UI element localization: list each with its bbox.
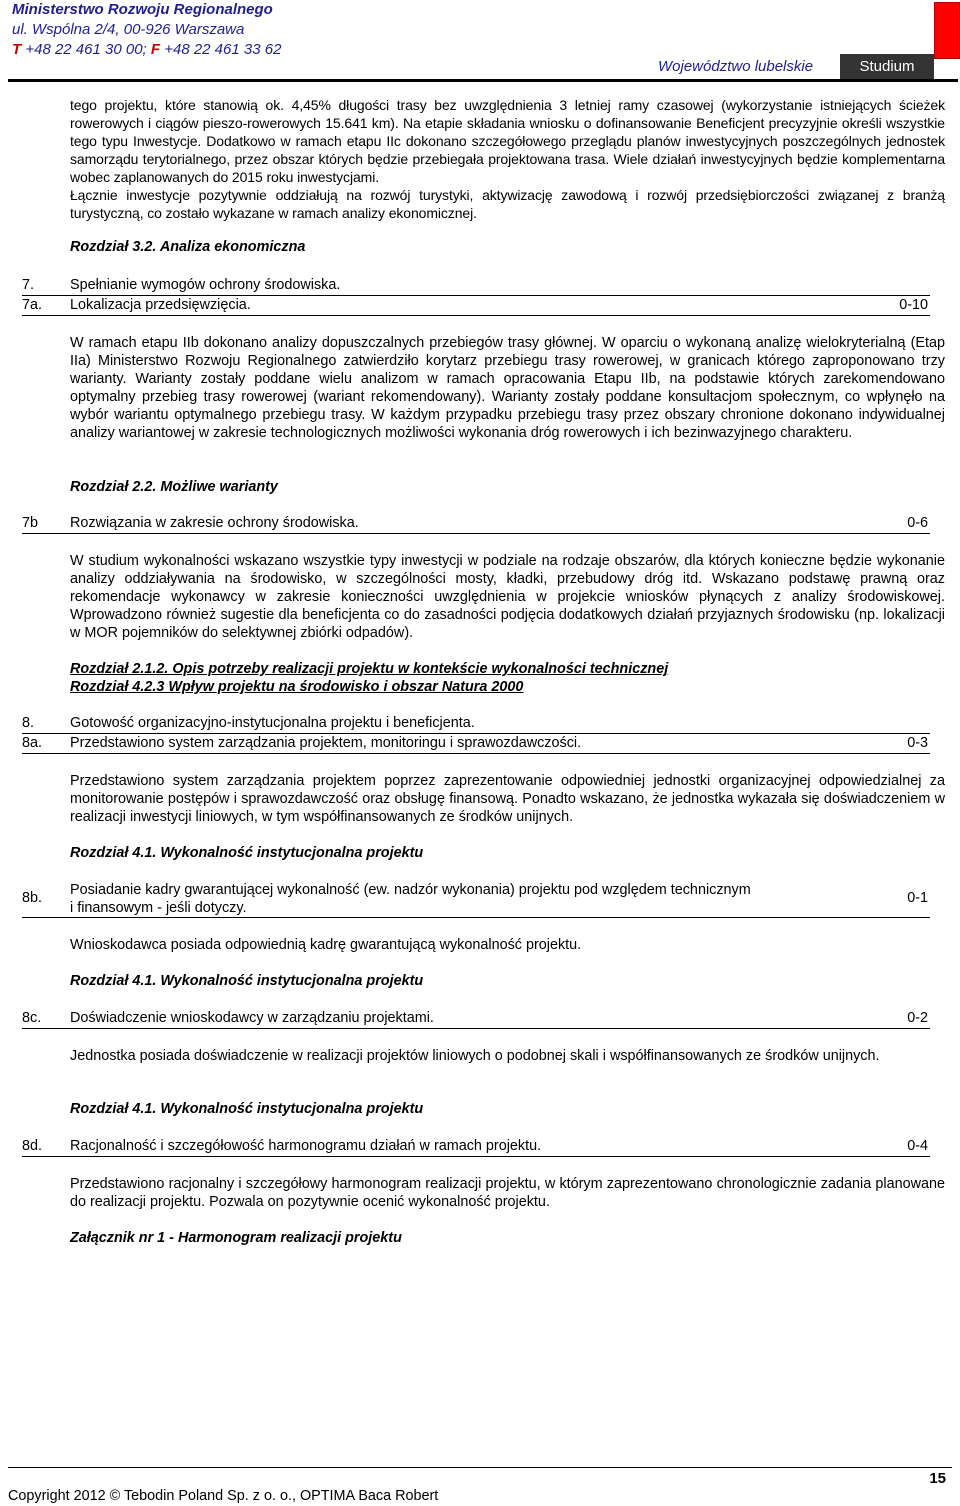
chapter-ref: Rozdział 4.2.3 Wpływ projektu na środowisko i obszar Natura 2000 (70, 679, 524, 695)
criterion-8a-text: Przedstawiono system zarządzania projektem poprzez zaprezentowanie odpowiedniej jednostki organizacyjnej odpowiedzialnej za monitorowanie postępów i sprawozdawczość oraz obsługę finansową. Ponadto wskazano, że jednostka wykazała się doświadczeniem w realizacji inwestycji liniowych, w tym współfinansowanych ze środków unijnych. (70, 773, 945, 825)
criterion-number: 7a. (22, 297, 43, 313)
criterion-number: 8. (22, 715, 35, 731)
criterion-label: Spełnianie wymogów ochrony środowiska. (70, 277, 341, 293)
criterion-label-line-2: i finansowym - jeśli dotyczy. (70, 900, 247, 916)
criterion-label: Gotowość organizacyjno-instytucjonalna projektu i beneficjenta. (70, 715, 475, 731)
criterion-label: Racjonalność i szczegółowość harmonogramu działań w ramach projektu. (70, 1138, 542, 1154)
criterion-8a (0, 734, 960, 754)
criterion-rule (22, 1028, 930, 1029)
criterion-points: 0-10 (899, 297, 928, 313)
criterion-7a-text: W ramach etapu IIb dokonano analizy dopuszczalnych przebiegów trasy głównej. W oparciu o wykonaną analizę wielokryterialną (Etap IIa) Ministerstwo Rozwoju Regionalnego zatwierdziło korytarz przebiegu trasy rowerowej, w granicach którego zaproponowano trzy warianty. Warianty zostały poddane wielu analizom w ramach opracowania Etapu IIb, na podstawie których zarekomendowano optymalny przebieg trasy rowerowej (wariant rekomendowany). Warianty zostały poddane konsultacjom społecznym, co wpłynęło na wybór wariantu optymalnego przebiegu trasy. W każdym przypadku przebiegu trasy przez obszary chronione dokonano indywidualnej analizy wariantowej w zakresie technologicznych możliwości wykonania dróg rowerowych i ich bezinwazyjnego charakteru. (70, 335, 945, 441)
criterion-label: Lokalizacja przedsięwzięcia. (70, 297, 251, 313)
criterion-7 (0, 276, 960, 296)
criterion-points: 0-4 (907, 1138, 928, 1154)
criterion-points: 0-2 (907, 1010, 928, 1026)
criterion-number: 8d. (22, 1138, 43, 1154)
chapter-ref: Rozdział 2.2. Możliwe warianty (70, 479, 278, 495)
criterion-points: 0-1 (907, 890, 928, 906)
criterion-points: 0-3 (907, 735, 928, 751)
criterion-7b (0, 514, 960, 534)
criterion-points: 0-6 (907, 515, 928, 531)
intro-paragraph-2: Łącznie inwestycje pozytywnie oddziałują na rozwój turystyki, aktywizację zawodową i rozwój przedsiębiorczości związanej z branżą turystyczną, co zostało wykazane w ramach analizy ekonomicznej. (70, 187, 945, 221)
section-tab: Studium (840, 54, 934, 79)
criterion-rule (22, 533, 930, 534)
criterion-label: Rozwiązania w zakresie ochrony środowiska. (70, 515, 359, 531)
tel-number: +48 22 461 30 00; (21, 41, 151, 58)
chapter-ref: Rozdział 4.1. Wykonalność instytucjonalna projektu (70, 973, 424, 989)
header-divider (8, 79, 958, 82)
criterion-rule (22, 315, 930, 316)
criterion-8d (0, 1137, 960, 1157)
criterion-8c-text: Jednostka posiada doświadczenie w realizacji projektów liniowych o podobnej skali i współfinansowanych ze środków unijnych. (70, 1048, 880, 1064)
copyright-notice: Copyright 2012 © Tebodin Poland Sp. z o. o., OPTIMA Baca Robert (8, 1488, 439, 1504)
criterion-8b-text: Wnioskodawca posiada odpowiednią kadrę gwarantującą wykonalność projektu. (70, 937, 582, 953)
chapter-ref: Rozdział 3.2. Analiza ekonomiczna (70, 239, 306, 255)
brand-bar (934, 2, 960, 59)
criterion-8 (0, 714, 960, 734)
criterion-8c (0, 1009, 960, 1029)
tel-letter: T (12, 41, 22, 58)
criterion-label: Doświadczenie wnioskodawcy w zarządzaniu projektami. (70, 1010, 434, 1026)
fax-letter: F (150, 41, 161, 58)
criterion-7b-text: W studium wykonalności wskazano wszystkie typy inwestycji w podziale na rodzaje obszarów, dla których konieczne będzie wykonanie analizy oddziaływania na środowisko, w szczególności mosty, kładki, przebudowy dróg itd. Wskazano podstawę prawną oraz rekomendacje wykonawcy w zakresie konieczności uwzględnienia w projekcie wniosków płynących z analizy środowiskowej. Wprowadzono również sugestie dla beneficjenta co do zasadności podjęcia dodatkowych działań przyjaznych środowisku (np. lokalizacji w MOR pojemników do selektywnej zbiórki odpadów). (70, 553, 945, 641)
annex-ref: Załącznik nr 1 - Harmonogram realizacji projektu (70, 1230, 402, 1246)
org-name: Ministerstwo Rozwoju Regionalnego (12, 1, 273, 18)
fax-number: +48 22 461 33 62 (160, 41, 282, 58)
criterion-rule (22, 1156, 930, 1157)
intro-paragraph: tego projektu, które stanowią ok. 4,45% długości trasy bez uwzględnienia 3 letniej ramy czasowej (wykorzystanie istniejących ścieżek rowerowych i ciągów pieszo-rowerowych 15.641 km). Na etapie składania wniosku o dofinansowanie Beneficjent precyzyjnie określi wszystkie tego typu Inwestycje. Dodatkowo w ramach etapu IIc dokonano szczegółowego przeglądu planów inwestycyjnych poszczególnych jednostek samorządu terytorialnego, przez obszar których będzie przebiegała projektowana trasa. Wiele działań inwestycyjnych będzie komplementarna wobec zaplanowanych do 2015 roku inwestycjami. (70, 97, 945, 185)
chapter-ref: Rozdział 4.1. Wykonalność instytucjonalna projektu (70, 845, 424, 861)
criterion-number: 7b (22, 515, 39, 531)
criterion-8d-text: Przedstawiono racjonalny i szczegółowy harmonogram realizacji projektu, w którym zaprezentowano chronologicznie zadania planowane do realizacji projektu. Pozwala on pozytywnie ocenić wykonalność projektu. (70, 1176, 945, 1210)
chapter-ref: Rozdział 4.1. Wykonalność instytucjonalna projektu (70, 1101, 424, 1117)
criterion-rule (22, 753, 930, 754)
criterion-rule (22, 917, 930, 918)
criterion-number: 7. (22, 277, 35, 293)
page-number: 15 (929, 1470, 946, 1487)
criterion-label-line-1: Posiadanie kadry gwarantującej wykonalność (ew. nadzór wykonania) projektu pod względem technicznym (70, 882, 751, 898)
org-phone (12, 40, 281, 60)
criterion-8b (0, 880, 960, 918)
criterion-number: 8b. (22, 890, 43, 906)
criterion-label (70, 881, 870, 917)
page-header (12, 0, 281, 60)
footer-divider (8, 1467, 952, 1468)
org-address: ul. Wspólna 2/4, 00-926 Warszawa (12, 21, 245, 38)
region-label: Województwo lubelskie (658, 58, 814, 75)
criterion-number: 8a. (22, 735, 43, 751)
criterion-label: Przedstawiono system zarządzania projektem, monitoringu i sprawozdawczości. (70, 735, 582, 751)
criterion-7a (0, 296, 960, 316)
criterion-number: 8c. (22, 1010, 42, 1026)
chapter-ref: Rozdział 2.1.2. Opis potrzeby realizacji projektu w kontekście wykonalności technicznej (70, 661, 669, 677)
